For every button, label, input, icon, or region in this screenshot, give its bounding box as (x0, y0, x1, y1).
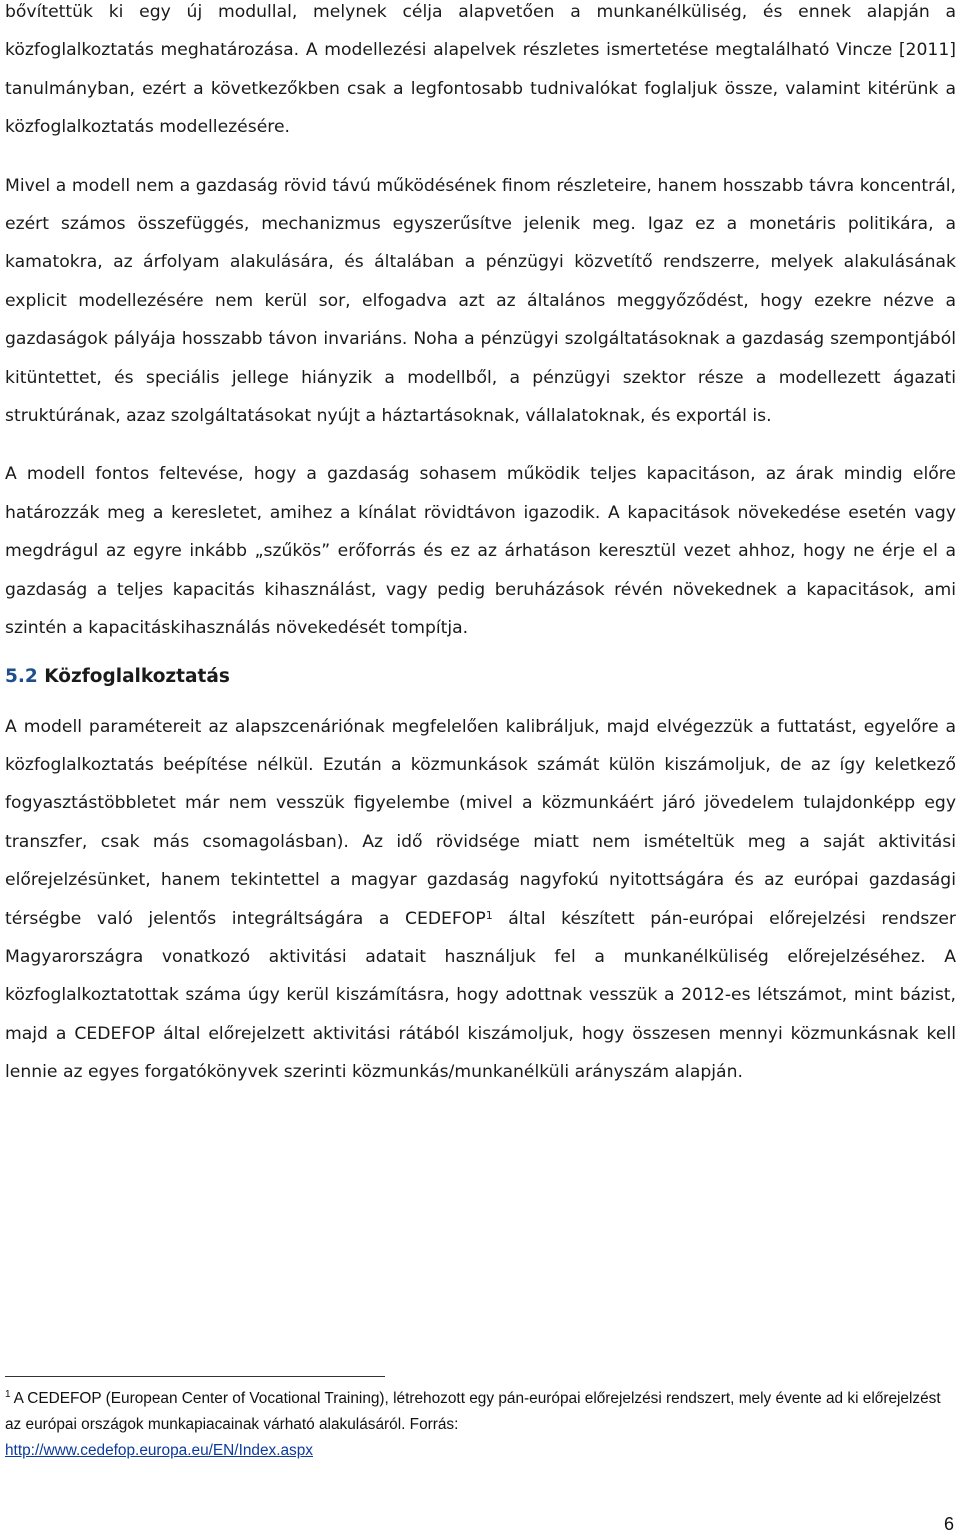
footnote (5, 1386, 956, 1464)
footnote-reference[interactable]: 1 (485, 908, 493, 922)
paragraph-text-part: által készített pán-európai előrejelzési rendszer Magyarországra vonatkozó aktivitási adatait használjuk fel a munkanélküliség előrejelzéséhez. A közfoglalkoztatottak száma úgy kerül kiszámításra, hogy adottnak vesszük a 2012-es létszámot, mint bázist, majd a CEDEFOP által előrejelzett aktivitási rátából kiszámoljuk, hogy összesen mennyi közmunkásnak kell lennie az egyes forgatókönyvek szerinti közmunkás/munkanélküli arányszám alapján. (5, 908, 956, 1083)
footnote-marker: 1 (5, 1388, 11, 1400)
paragraph-text-part: A modell paramétereit az alapszcenáriónak megfelelően kalibráljuk, majd elvégezzük a futtatást, egyelőre a közfoglalkoztatás beépítése nélkül. Ezután a közmunkások számát külön kiszámoljuk, de az így keletkező fogyasztástöbbletet már nem vesszük figyelembe (mivel a közmunkáért járó jövedelem tulajdonképp egy transzfer, csak más csomagolásban). Az idő rövidsége miatt nem ismételtük meg a saját aktivitási előrejelzésünket, hanem tekintettel a magyar gazdaság nagyfokú nyitottságára és az európai gazdasági térségbe való jelentős integráltságára a CEDEFOP (5, 716, 956, 929)
footnote-text: A CEDEFOP (European Center of Vocational Training), létrehozott egy pán-európai előrejelzési rendszert, mely évente ad ki előrejelzést az európai országok munkapiacainak várható alakulásáról. Forrás: (5, 1390, 941, 1433)
paragraph-capacity-assumption: A modell fontos feltevése, hogy a gazdaság sohasem működik teljes kapacitáson, az árak mindig előre határozzák meg a keresletet, amihez a kínálat rövidtávon igazodik. A kapacitások növekedése esetén vagy megdrágul az egyre inkább „szűkös” erőforrás és ez az árhatáson keresztül vezet ahhoz, hogy ne érje el a gazdaság a teljes kapacitás kihasználást, vagy pedig beruházások révén növekednek a kapacitások, ami szintén a kapacitáskihasználás növekedését tompítja. (5, 464, 956, 639)
footnote-source-link[interactable]: http://www.cedefop.europa.eu/EN/Index.aspx (5, 1442, 314, 1459)
footnote-separator (5, 1376, 385, 1377)
section-number: 5.2 (5, 665, 38, 687)
section-title: Közfoglalkoztatás (44, 665, 230, 687)
page-number: 6 (943, 1514, 954, 1534)
document-page (5, 0, 956, 1092)
section-heading (5, 660, 956, 694)
paragraph-model-simplifications: Mivel a modell nem a gazdaság rövid távú működésének finom részleteire, hanem hosszabb távra koncentrál, ezért számos összefüggés, mechanizmus egyszerűsítve jelenik meg. Igaz ez a monetáris politikára, a kamatokra, az árfolyam alakulására, és általában a pénzügyi közvetítő rendszerre, melyek alakulásának explicit modellezésére nem kerül sor, elfogadva azt az általános meggyőződést, hogy ezekre nézve a gazdaságok pályája hosszabb távon invariáns. Noha a pénzügyi szolgáltatásoknak a gazdaság szempontjából kitüntettet, és speciális jellege hiányzik a modellből, a pénzügyi szektor része a modellezett ágazati struktúrának, azaz szolgáltatásokat nyújt a háztartásoknak, vállalatoknak, és exportál is. (5, 175, 956, 427)
paragraph-model-intro: bővítettük ki egy új modullal, melynek célja alapvetően a munkanélküliség, és ennek alapján a közfoglalkoztatás meghatározása. A modellezési alapelvek részletes ismertetése megtalálható Vincze [2011] tanulmányban, ezért a következőkben csak a legfontosabb tudnivalókat foglaljuk össze, valamint kitérünk a közfoglalkoztatás modellezésére. (5, 2, 956, 138)
paragraph-public-work-method (5, 708, 956, 1092)
